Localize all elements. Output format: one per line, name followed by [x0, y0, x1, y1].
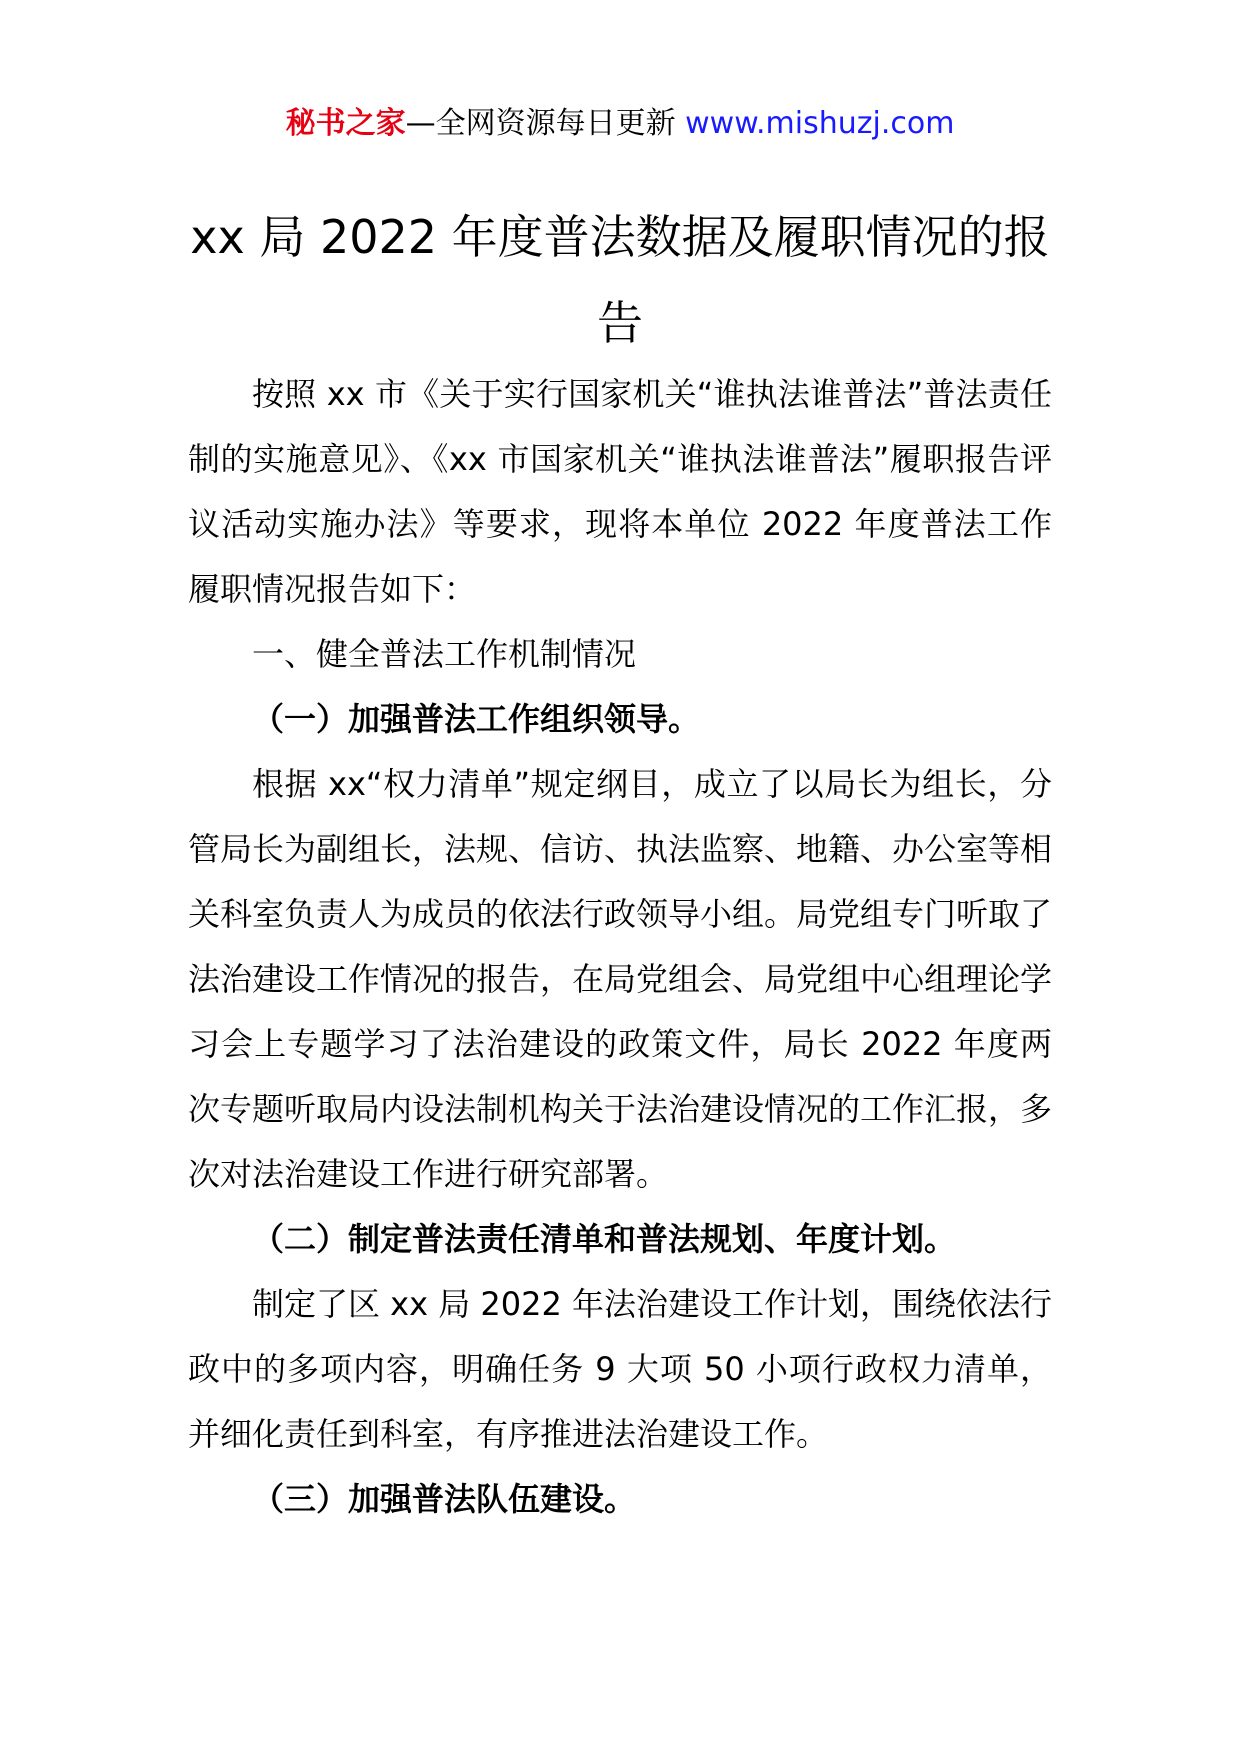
subsection-heading: （一）加强普法工作组织领导。 [252, 700, 701, 738]
body-paragraph: 根据 xx“权力清单”规定纲目，成立了以局长为组长，分管局长为副组长，法规、信访、执法监察、地籍、办公室等相关科室负责人为成员的依法行政领导小组。局党组专门听取了法治建设工作情况的报告，在局党组会、局党组中心组理论学习会上专题学习了法治建设的政策文件，局长 2022 年度两次专题听取局内设法制机构关于法治建设情况的工作汇报，多次对法治建设工作进行研究部署。 [188, 765, 1053, 1193]
document-title: xx 局 2022 年度普法数据及履职情况的报告 [190, 210, 1050, 350]
header-tagline: —全网资源每日更新 [405, 106, 686, 141]
subsection-heading: （二）制定普法责任清单和普法规划、年度计划。 [252, 1220, 957, 1258]
body-paragraph: 制定了区 xx 局 2022 年法治建设工作计划，围绕依法行政中的多项内容，明确任务 9 大项 50 小项行政权力清单，并细化责任到科室，有序推进法治建设工作。 [188, 1285, 1053, 1453]
brand-name: 秘书之家 [285, 106, 406, 141]
section-heading: 一、健全普法工作机制情况 [252, 635, 637, 673]
intro-paragraph: 按照 xx 市《关于实行国家机关“谁执法谁普法”普法责任制的实施意见》、《xx 市国家机关“谁执法谁普法”履职报告评议活动实施办法》等要求，现将本单位 2022 年度普法工作履职情况报告如下： [188, 375, 1052, 608]
document-body [188, 362, 1052, 1532]
site-url-link[interactable]: www.mishuzj.com [685, 106, 955, 141]
site-header [0, 100, 1240, 148]
subsection-heading: （三）加强普法队伍建设。 [252, 1480, 637, 1518]
